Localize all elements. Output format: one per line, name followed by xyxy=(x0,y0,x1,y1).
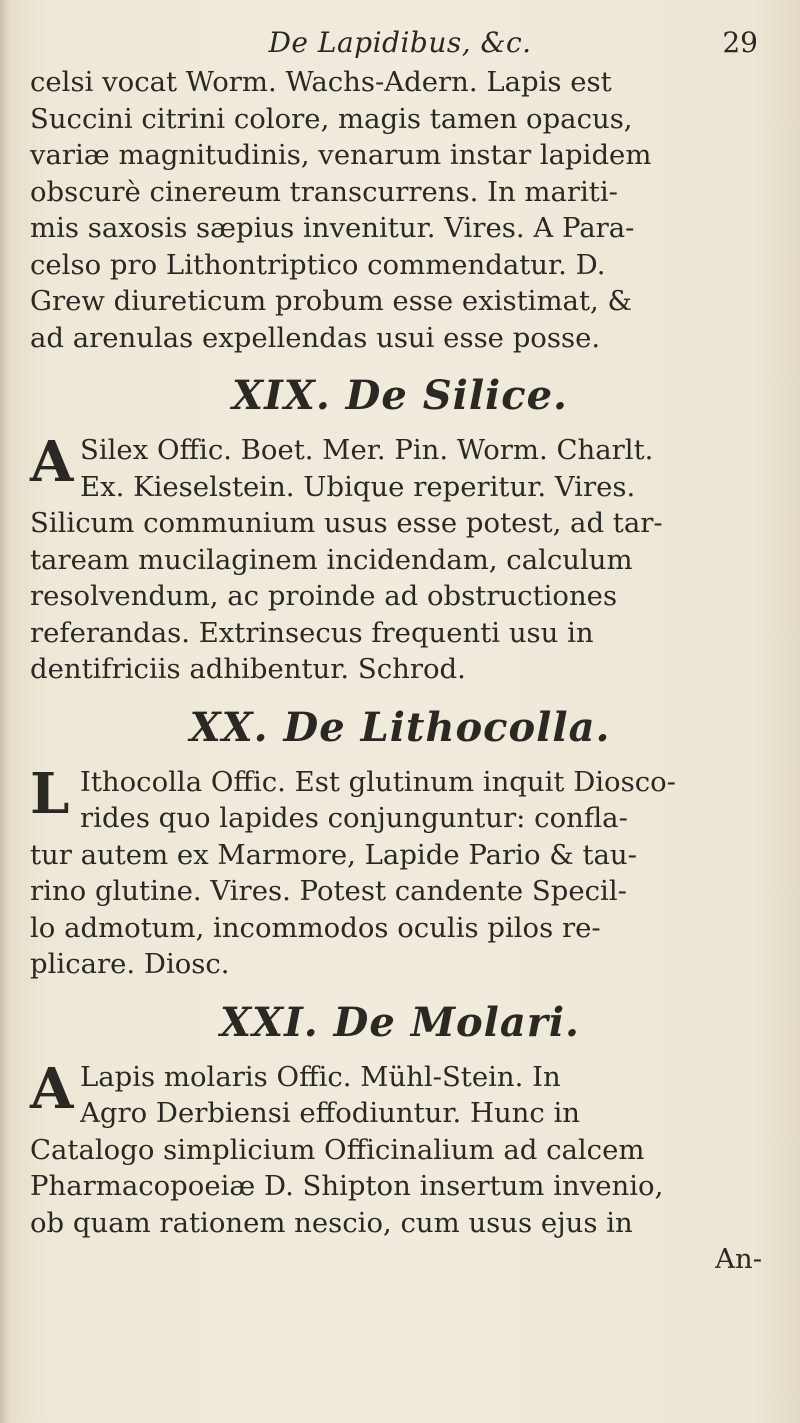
running-head xyxy=(30,26,770,64)
running-head-title: De Lapidibus, &c. xyxy=(268,26,532,59)
section-text xyxy=(30,760,770,983)
text-line: celso pro Lithontriptico commendatur. D. xyxy=(30,248,606,281)
text-line: lo admotum, incommodos oculis pilos re- xyxy=(30,911,601,944)
text-line: referandas. Extrinsecus frequenti usu in xyxy=(30,616,594,649)
text-line: Silex Offic. Boet. Mer. Pin. Worm. Charlt. xyxy=(80,434,654,466)
text-line: ad arenulas expellendas usui esse posse. xyxy=(30,321,601,354)
section-heading: XX. De Lithocolla. xyxy=(189,703,611,751)
text-line: mis saxosis sæpius invenitur. Vires. A Para- xyxy=(30,212,635,244)
text-line: Lapis molaris Offic. Mühl-Stein. In xyxy=(80,1060,561,1093)
page-number: 29 xyxy=(722,26,758,59)
text-line: rino glutine. Vires. Potest candente Specil- xyxy=(30,875,627,907)
text-line: Ex. Kieselstein. Ubique reperitur. Vires. xyxy=(80,470,636,503)
text-line: tur autem ex Marmore, Lapide Pario & tau- xyxy=(30,838,637,871)
text-line: Ithocolla Offic. Est glutinum inquit Diosco- xyxy=(80,765,676,798)
text-line: celsi vocat Worm. Wachs-Adern. Lapis est xyxy=(30,66,612,98)
catchword: An- xyxy=(715,1243,762,1275)
drop-capital: A xyxy=(30,429,74,495)
section-text xyxy=(30,429,770,688)
text-line: dentifriciis adhibentur. Schrod. xyxy=(30,653,466,685)
drop-capital: A xyxy=(30,1055,74,1122)
text-line: rides quo lapides conjunguntur: confla- xyxy=(80,802,628,834)
drop-capital: L xyxy=(30,760,70,827)
text-line: obscurè cinereum transcurrens. In mariti- xyxy=(30,175,618,208)
text-line: Grew diureticum probum esse existimat, & xyxy=(30,285,632,317)
text-line: ob quam rationem nescio, cum usus ejus in xyxy=(30,1206,633,1239)
text-line: variæ magnitudinis, venarum instar lapidem xyxy=(30,139,652,171)
page-edge-shadow xyxy=(0,0,10,1423)
intro-paragraph xyxy=(30,64,770,356)
section-heading: XXI. De Molari. xyxy=(220,998,580,1046)
text-line: Catalogo simplicium Officinalium ad calcem xyxy=(30,1133,645,1166)
text-line: Succini citrini colore, magis tamen opacus, xyxy=(30,102,633,135)
text-line: plicare. Diosc. xyxy=(30,948,230,980)
section-text xyxy=(30,1055,770,1242)
text-line: Agro Derbiensi effodiuntur. Hunc in xyxy=(80,1097,581,1129)
text-line: Silicum communium usus esse potest, ad tar- xyxy=(30,507,663,539)
text-line: taream mucilaginem incidendam, calculum xyxy=(30,543,633,576)
text-line: Pharmacopoeiæ D. Shipton insertum invenio, xyxy=(30,1170,664,1202)
section-heading: XIX. De Silice. xyxy=(232,372,568,419)
text-line: resolvendum, ac proinde ad obstructiones xyxy=(30,580,618,612)
